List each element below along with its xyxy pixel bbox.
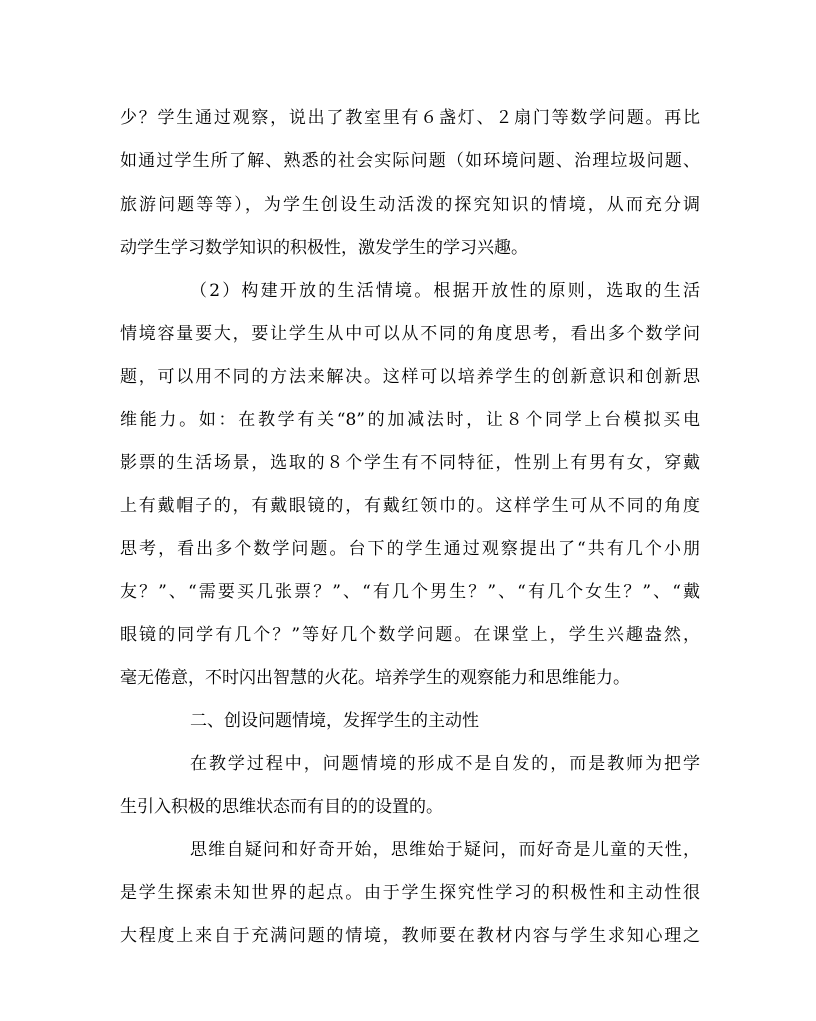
text-line: 友？”、“需要买几张票？”、“有几个男生？”、“有几个女生？”、“戴 xyxy=(120,582,700,602)
text-line: （2）构建开放的生活情境。根据开放性的原则，选取的生活 xyxy=(190,281,700,301)
text-line: 在教学过程中，问题情境的形成不是自发的，而是教师为把学 xyxy=(190,754,700,774)
text-line: 情境容量要大，要让学生从中可以从不同的角度思考，看出多个数学问 xyxy=(120,324,700,344)
text-line: 题，可以用不同的方法来解决。这样可以培养学生的创新意识和创新思 xyxy=(120,367,700,387)
text-line: 如通过学生所了解、熟悉的社会实际问题（如环境问题、治理垃圾问题、 xyxy=(120,151,700,171)
text-line: 影票的生活场景，选取的８个学生有不同特征，性别上有男有女，穿戴 xyxy=(120,453,700,473)
text-line: 是学生探索未知世界的起点。由于学生探究性学习的积极性和主动性很 xyxy=(120,883,700,903)
section-heading: 二、创设问题情境，发挥学生的主动性 xyxy=(190,711,479,731)
text-line: 思考，看出多个数学问题。台下的学生通过观察提出了“共有几个小朋 xyxy=(120,539,700,559)
text-line: 生引入积极的思维状态而有目的的设置的。 xyxy=(120,797,443,817)
text-line: 旅游问题等等），为学生创设生动活泼的探究知识的情境，从而充分调 xyxy=(120,195,700,215)
text-line: 眼镜的同学有几个？”等好几个数学问题。在课堂上，学生兴趣盎然， xyxy=(120,625,700,645)
text-line: 毫无倦意，不时闪出智慧的火花。培养学生的观察能力和思维能力。 xyxy=(120,668,630,688)
text-line: 上有戴帽子的，有戴眼镜的，有戴红领巾的。这样学生可从不同的角度 xyxy=(120,496,700,516)
text-line: 思维自疑问和好奇开始，思维始于疑问，而好奇是儿童的天性， xyxy=(190,840,700,860)
text-line: 维能力。如：在教学有关“8”的加减法时，让８个同学上台模拟买电 xyxy=(120,410,700,430)
text-line: 少？学生通过观察，说出了教室里有６盏灯、２扇门等数学问题。再比 xyxy=(120,108,700,128)
text-line: 动学生学习数学知识的积极性，激发学生的学习兴趣。 xyxy=(120,238,528,258)
text-line: 大程度上来自于充满问题的情境，教师要在教材内容与学生求知心理之 xyxy=(120,926,700,946)
